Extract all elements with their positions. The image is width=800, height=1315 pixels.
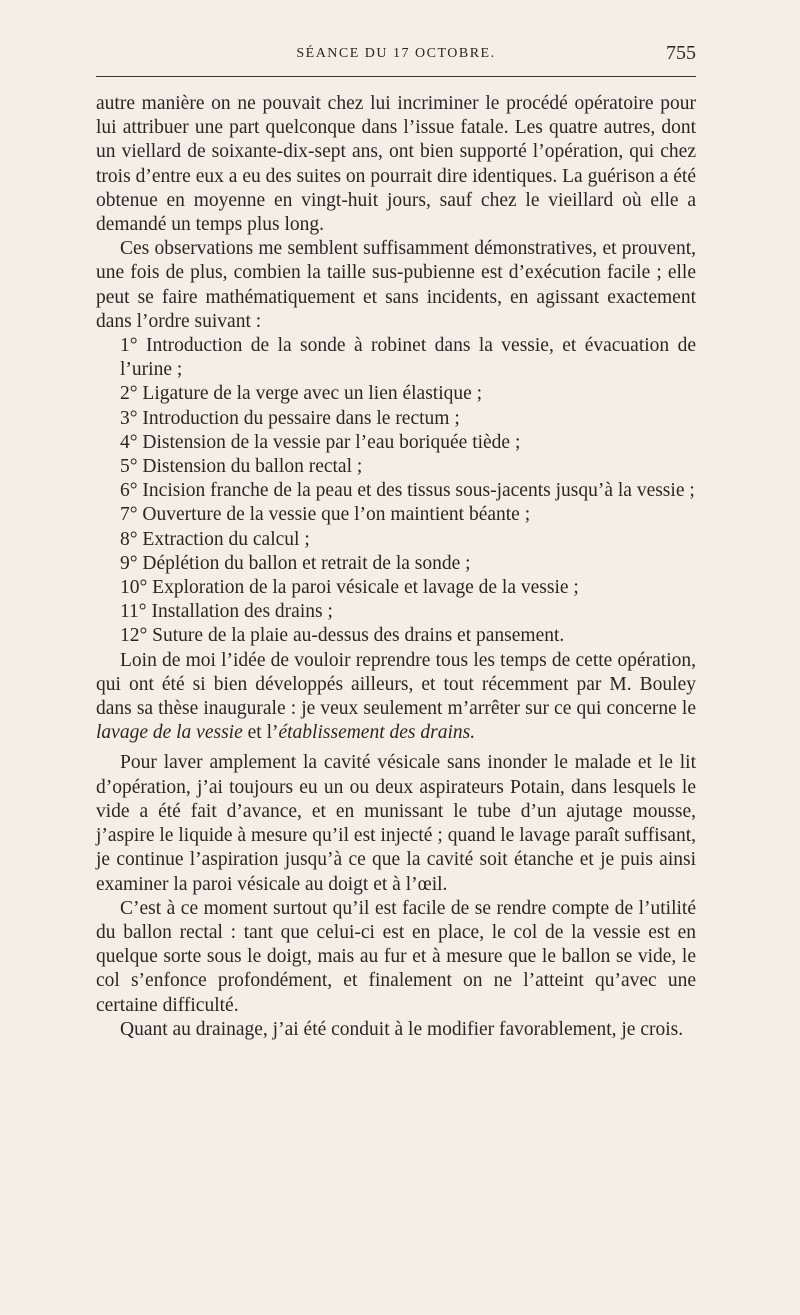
list-item-5: 5° Distension du ballon rectal ; xyxy=(120,456,363,478)
emphasis-drains: établissement des drains. xyxy=(278,722,476,744)
list-item-11: 11° Installation des drains ; xyxy=(120,601,333,623)
paragraph-text: Loin de moi l’idée de vouloir reprendre tous les temps de cette opération, qui ont été si bien développés ailleurs, et tout récemment par M. Bouley dans sa thèse inaugurale : je veux seulement m’arrêter sur ce qui concerne le xyxy=(96,649,696,720)
paragraph-drainage: Quant au drainage, j’ai été conduit à le modifier favorablement, je crois. xyxy=(120,1018,684,1040)
list-item-1: 1° Introduction de la sonde à robinet dans la vessie, et évacuation de l’urine ; xyxy=(120,335,696,381)
paragraph-continuation: autre manière on ne pouvait chez lui incriminer le procédé opératoire pour lui attribuer une part quelconque dans l’issue fatale. Les quatre autres, dont un viellard de soixante-dix-sept ans, ont bien supporté l’opération, qui chez trois d’entre eux a eu des suites on pourrait dire identiques. La guérison a été obtenue en moyenne en vingt-huit jours, sauf chez le vieillard où elle a demandé un temps plus long. xyxy=(96,93,696,236)
list-item-3: 3° Introduction du pessaire dans le rectum ; xyxy=(120,407,460,429)
list-item-12: 12° Suture de la plaie au-dessus des drains et pansement. xyxy=(120,625,565,647)
paragraph-ballon: C’est à ce moment surtout qu’il est facile de se rendre compte de l’utilité du ballon rectal : tant que celui-ci est en place, le col de la vessie est en quelque sorte sous le doigt, mais au fur et à mesure que le ballon se vide, le col s’enfonce profondément, et finalement on ne l’atteint qu’avec une certaine difficulté. xyxy=(96,897,696,1016)
running-title: SÉANCE DU 17 OCTOBRE. xyxy=(296,46,496,61)
list-item-7: 7° Ouverture de la vessie que l’on maintient béante ; xyxy=(120,504,531,526)
paragraph-text: et l’ xyxy=(242,722,279,744)
list-item-2: 2° Ligature de la verge avec un lien élastique ; xyxy=(120,383,483,405)
body-text xyxy=(96,92,696,1042)
running-head xyxy=(96,42,696,70)
list-item-8: 8° Extraction du calcul ; xyxy=(120,528,310,550)
paragraph-lavage xyxy=(96,649,696,746)
list-item-6: 6° Incision franche de la peau et des tissus sous-jacents jusqu’à la vessie ; xyxy=(120,480,695,502)
page-number: 755 xyxy=(666,42,696,64)
list-item-9: 9° Déplétion du ballon et retrait de la sonde ; xyxy=(120,552,471,574)
paragraph-observations: Ces observations me semblent suffisamment démonstratives, et prouvent, une fois de plus, combien la taille sus-pubienne est d’exécution facile ; elle peut se faire mathématiquement et sans incidents, en agissant exactement dans l’ordre suivant : xyxy=(96,238,696,332)
steps-list xyxy=(96,334,696,649)
header-rule xyxy=(96,76,696,77)
paragraph-aspiration: Pour laver amplement la cavité vésicale sans inonder le malade et le lit d’opération, j’ai toujours eu un ou deux aspirateurs Potain, dans lesquels le vide a été fait d’avance, et en munissant le tube d’un ajutage mousse, j’aspire le liquide à mesure qu’il est injecté ; quand le lavage paraît suffisant, je continue l’aspiration jusqu’à ce que la cavité soit étanche et je puis ainsi examiner la paroi vésicale au doigt et à l’œil. xyxy=(96,752,696,895)
emphasis-lavage: lavage de la vessie xyxy=(96,722,243,744)
list-item-10: 10° Exploration de la paroi vésicale et lavage de la vessie ; xyxy=(120,577,579,599)
list-item-4: 4° Distension de la vessie par l’eau boriquée tiède ; xyxy=(120,431,521,453)
